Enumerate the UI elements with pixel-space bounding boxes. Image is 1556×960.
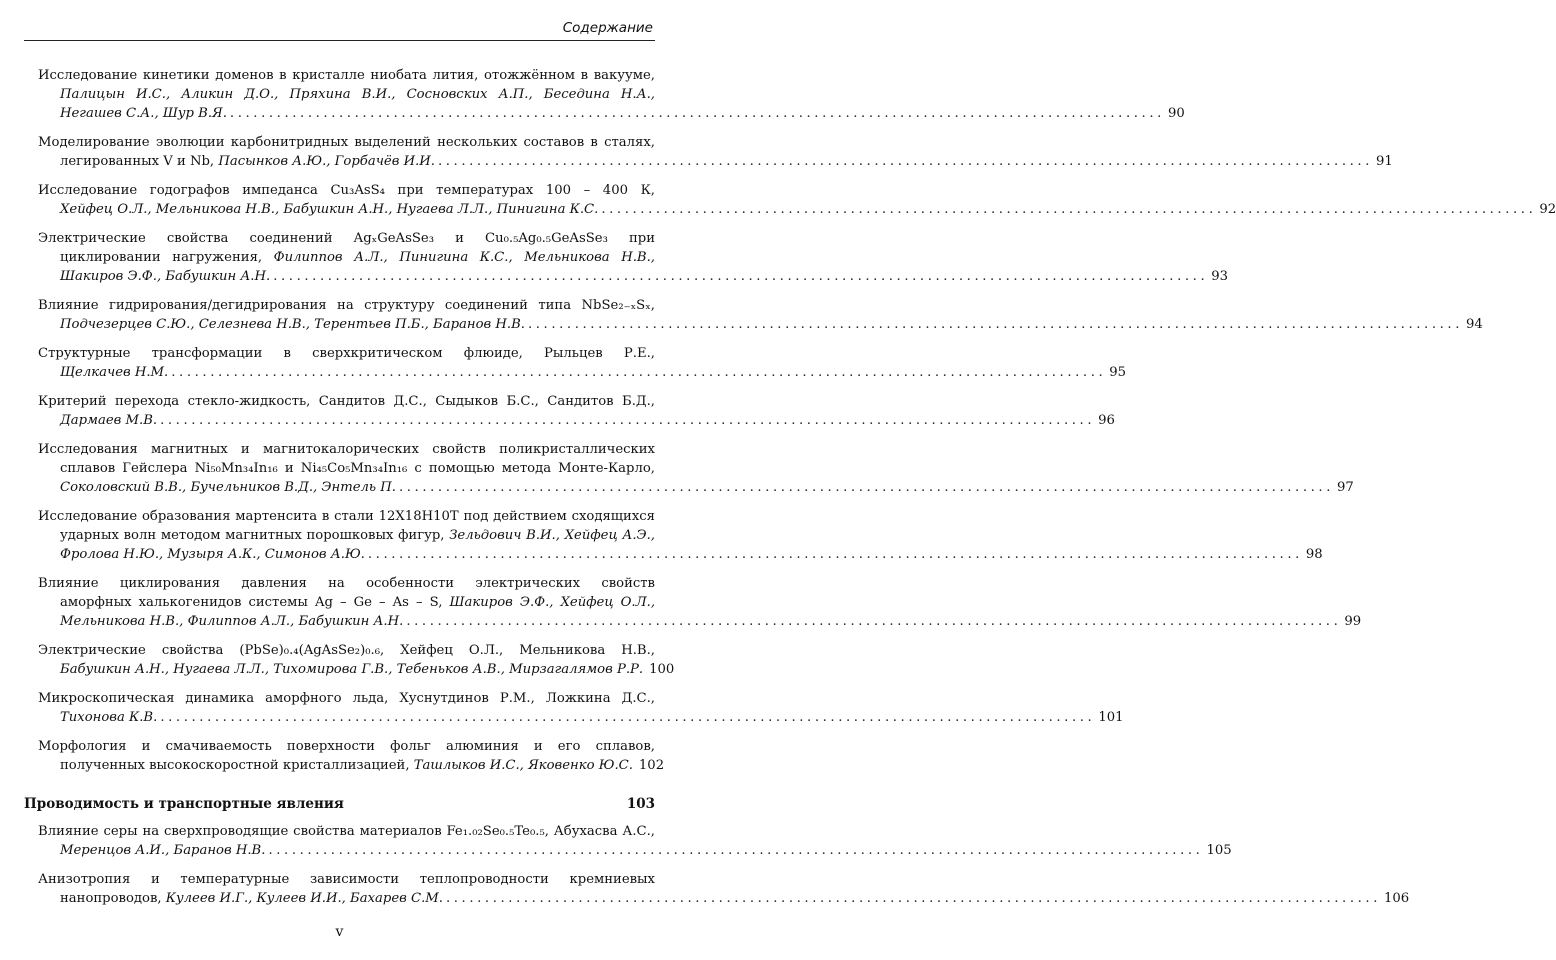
toc-entry-title: Исследования магнитных и магнитокалорических свойств поликристаллических bbox=[38, 442, 655, 457]
toc-entry-title: Исследование образования мартенсита в стали 12Х18Н10Т под действием сходящихся bbox=[38, 509, 655, 524]
toc-entry-line bbox=[38, 200, 1556, 219]
toc-entry-authors: Шакиров Э.Ф., Бабушкин А.Н. bbox=[60, 269, 271, 284]
dot-leader: ........................................................................................................................ bbox=[171, 365, 1107, 380]
dot-leader: ........................................................................................................................ bbox=[160, 710, 1096, 725]
toc-entry-page[interactable]: 100 bbox=[649, 662, 675, 677]
dot-leader: ........................................................................................................................ bbox=[367, 547, 1303, 562]
toc-entry-authors: Зельдович В.И., Хейфец А.Э., bbox=[449, 528, 656, 543]
toc-entry[interactable] bbox=[38, 181, 1556, 219]
toc-entry-line bbox=[38, 104, 1185, 123]
toc-entry-title: Моделирование эволюции карбонитридных выделений нескольких составов в сталях, bbox=[38, 135, 655, 150]
toc-entry-authors: Хейфец О.Л., Мельникова Н.В., Бабушкин А.Н., Нугаева Л.Л., Пинигина К.С. bbox=[60, 202, 599, 217]
toc-entry[interactable] bbox=[38, 822, 1232, 860]
toc-entry-line bbox=[38, 363, 1127, 382]
toc-entry-line bbox=[38, 612, 1362, 631]
toc-entry-page[interactable]: 93 bbox=[1211, 269, 1229, 284]
toc-entry-page[interactable]: 99 bbox=[1344, 614, 1362, 629]
dot-leader: ........................................................................................................................ bbox=[601, 202, 1537, 217]
toc-entry-text: ударных волн методом магнитных порошковых фигур, bbox=[60, 528, 450, 543]
toc-entry-text: легированных V и Nb, bbox=[60, 154, 219, 169]
toc-entry-page[interactable]: 96 bbox=[1098, 413, 1115, 428]
toc-entry[interactable] bbox=[38, 507, 1323, 564]
toc-entry-page[interactable]: 98 bbox=[1305, 547, 1323, 562]
toc-entry[interactable] bbox=[38, 689, 1124, 727]
toc-entry-line bbox=[38, 152, 1393, 171]
toc-entry-authors: Шакиров Э.Ф., Хейфец О.Л., bbox=[449, 595, 656, 610]
dot-leader: ........................................................................................................................ bbox=[398, 480, 1334, 495]
toc-entry-authors: Палицын И.С., Аликин Д.О., Пряхина В.И., Сосновских А.П., Беседина Н.А., bbox=[60, 87, 655, 102]
toc-entry[interactable] bbox=[38, 229, 1229, 286]
toc-entry-authors: Тихонова К.В. bbox=[60, 710, 158, 725]
toc-entry[interactable] bbox=[38, 870, 1410, 908]
page-number: v bbox=[335, 924, 344, 940]
toc-entry-page[interactable]: 91 bbox=[1376, 154, 1393, 169]
toc-entry-line bbox=[38, 315, 1483, 334]
dot-leader: ........................................................................................................................ bbox=[437, 154, 1373, 169]
dot-leader: ........................................................................................................................ bbox=[406, 614, 1342, 629]
toc-entry[interactable] bbox=[38, 392, 1115, 430]
toc-entry-authors: Щелкачев Н.М. bbox=[60, 365, 169, 380]
toc-entry-page[interactable]: 97 bbox=[1337, 480, 1354, 495]
toc-entry-authors: Негашев С.А., Шур В.Я. bbox=[60, 106, 227, 121]
toc-entry-authors: Мельникова Н.В., Филиппов А.Л., Бабушкин А.Н. bbox=[60, 614, 404, 629]
toc-entry[interactable] bbox=[38, 737, 665, 775]
toc-entry[interactable] bbox=[38, 344, 1127, 382]
toc-entry-line bbox=[38, 478, 1354, 497]
toc-entry-page[interactable]: 94 bbox=[1466, 317, 1483, 332]
toc-entry[interactable] bbox=[38, 440, 1354, 497]
dot-leader: ........................................................................................................................ bbox=[527, 317, 1463, 332]
toc-list-section bbox=[38, 822, 1410, 918]
toc-entry-authors: Подчезерцев С.Ю., Селезнева Н.В., Терентьев П.Б., Баранов Н.В. bbox=[60, 317, 525, 332]
running-header-title: Содержание bbox=[562, 20, 653, 36]
toc-entry-title: Влияние серы на сверхпроводящие свойства материалов Fe₁.₀₂Se₀.₅Te₀.₅, Абухасва А.С., bbox=[38, 824, 655, 839]
toc-entry[interactable] bbox=[38, 641, 675, 679]
section-page: 103 bbox=[626, 796, 655, 812]
toc-entry-page[interactable]: 92 bbox=[1539, 202, 1556, 217]
toc-entry-line bbox=[38, 248, 655, 267]
toc-entry-title: Исследование кинетики доменов в кристалле ниобата лития, отожжённом в вакууме, bbox=[38, 68, 655, 83]
toc-entry-text: сплавов Гейслера Ni₅₀Mn₃₄In₁₆ и Ni₄₅Co₅Mn₃₄In₁₆ с помощью метода Монте-Карло, bbox=[60, 461, 655, 476]
toc-entry[interactable] bbox=[38, 66, 1185, 123]
toc-entry-line bbox=[38, 85, 655, 104]
toc-entry-title: Влияние циклирования давления на особенности электрических свойств bbox=[38, 576, 655, 591]
toc-entry-title: Исследование годографов импеданса Cu₃AsS₄ при температурах 100 – 400 К, bbox=[38, 183, 655, 198]
toc-entry[interactable] bbox=[38, 133, 1393, 171]
toc-entry-authors: Филиппов А.Л., Пинигина К.С., Мельникова Н.В., bbox=[273, 250, 655, 265]
toc-entry-authors: Фролова Н.Ю., Музыря А.К., Симонов А.Ю. bbox=[60, 547, 365, 562]
toc-entry-page[interactable]: 102 bbox=[638, 758, 665, 773]
toc-entry-line bbox=[38, 889, 1410, 908]
toc-entry-text: циклировании нагружения, bbox=[60, 250, 274, 265]
toc-entry-page[interactable]: 101 bbox=[1098, 710, 1124, 725]
dot-leader: ........................................................................................................................ bbox=[273, 269, 1209, 284]
toc-entry-page[interactable]: 105 bbox=[1206, 843, 1232, 858]
toc-entry-line bbox=[38, 411, 1115, 430]
toc-entry-title: Электрические свойства (PbSe)₀.₄(AgAsSe₂)₀.₆, Хейфец О.Л., Мельникова Н.В., bbox=[38, 643, 655, 658]
toc-entry-line bbox=[38, 267, 1229, 286]
toc-entry-line bbox=[38, 526, 655, 545]
toc-entry-title: Микроскопическая динамика аморфного льда, Хуснутдинов Р.М., Ложкина Д.С., bbox=[38, 691, 655, 706]
toc-entry-title: Структурные трансформации в сверхкритическом флюиде, Рыльцев Р.Е., bbox=[38, 346, 655, 361]
dot-leader: ........................................................................................................................ bbox=[160, 413, 1096, 428]
toc-entry-title: Морфология и смачиваемость поверхности фольг алюминия и его сплавов, bbox=[38, 739, 655, 754]
toc-list bbox=[38, 66, 1556, 785]
toc-entry-line bbox=[38, 756, 665, 775]
toc-entry-title: Влияние гидрирования/дегидрирования на структуру соединений типа NbSe₂₋ₓSₓ, bbox=[38, 298, 655, 313]
toc-entry-line bbox=[38, 459, 655, 478]
toc-entry-line bbox=[38, 660, 675, 679]
toc-entry-authors: Бабушкин А.Н., Нугаева Л.Л., Тихомирова Г.В., Тебеньков А.В., Мирзагалямов Р.Р. bbox=[60, 662, 644, 677]
toc-entry-title: Критерий перехода стекло-жидкость, Сандитов Д.С., Сыдыков Б.С., Сандитов Б.Д., bbox=[38, 394, 655, 409]
toc-entry-authors: Кулеев И.Г., Кулеев И.И., Бахарев С.М. bbox=[165, 891, 443, 906]
section-title: Проводимость и транспортные явления bbox=[24, 796, 344, 812]
toc-entry-text: аморфных халькогенидов системы Ag – Ge – As – S, bbox=[60, 595, 450, 610]
toc-entry-line bbox=[38, 841, 1232, 860]
toc-entry[interactable] bbox=[38, 296, 1483, 334]
toc-entry-authors: Соколовский В.В., Бучельников В.Д., Энтель П. bbox=[60, 480, 396, 495]
dot-leader: ........................................................................................................................ bbox=[445, 891, 1381, 906]
toc-entry-authors: Дармаев М.В. bbox=[60, 413, 158, 428]
toc-entry-page[interactable]: 106 bbox=[1384, 891, 1410, 906]
section-heading bbox=[24, 796, 655, 812]
toc-entry-line bbox=[38, 708, 1124, 727]
toc-entry-line bbox=[38, 545, 1323, 564]
toc-entry-authors: Ташлыков И.С., Яковенко Ю.С. bbox=[413, 758, 633, 773]
toc-entry-authors: Меренцов А.И., Баранов Н.В. bbox=[60, 843, 266, 858]
toc-entry-text: нанопроводов, bbox=[60, 891, 166, 906]
toc-entry-page[interactable]: 95 bbox=[1109, 365, 1127, 380]
toc-entry-line bbox=[38, 593, 655, 612]
dot-leader: ........................................................................................................................ bbox=[229, 106, 1165, 121]
toc-entry-title: Электрические свойства соединений AgₓGeAsSe₃ и Cu₀.₅Ag₀.₅GeAsSe₃ при bbox=[38, 231, 655, 246]
toc-entry-authors: Пасынков А.Ю., Горбачёв И.И. bbox=[218, 154, 435, 169]
toc-entry-page[interactable]: 90 bbox=[1167, 106, 1185, 121]
toc-entry[interactable] bbox=[38, 574, 1362, 631]
running-header bbox=[24, 18, 655, 41]
toc-entry-title: Анизотропия и температурные зависимости теплопроводности кремниевых bbox=[38, 872, 655, 887]
toc-entry-text: полученных высокоскоростной кристаллизацией, bbox=[60, 758, 414, 773]
dot-leader: ........................................................................................................................ bbox=[268, 843, 1204, 858]
